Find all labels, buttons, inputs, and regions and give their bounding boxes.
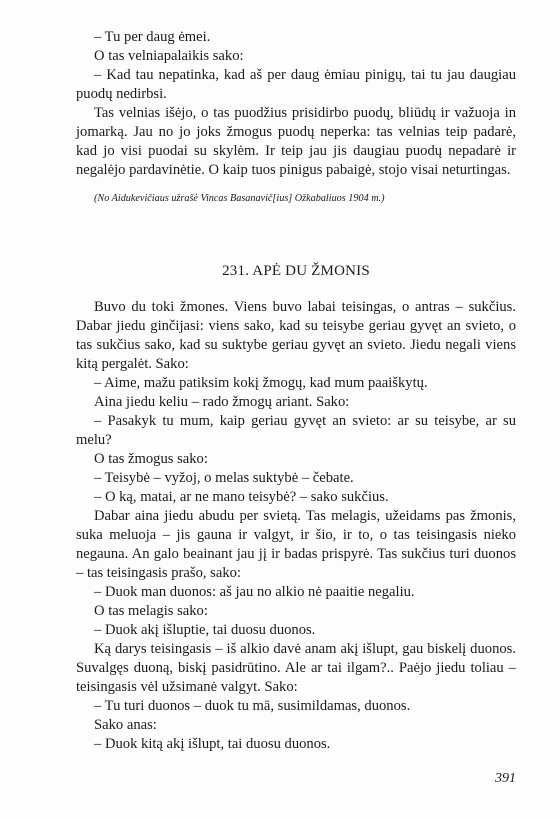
- paragraph: – Aime, mažu patiksim kokį žmogų, kad mum paaiškytų.: [94, 375, 428, 391]
- paragraph: O tas melagis sako:: [94, 603, 208, 619]
- paragraph: – Tu turi duonos – duok tu mā, susimildamas, duonos.: [94, 698, 411, 714]
- paragraph: Ką darys teisingasis – iš alkio davė anam akį išlupt, gau biskelį duonos. Suvalgęs duoną, biskį pasidrūtino. Ale ar tai ilgam?.. Paėjo jiedu toliau – teisingasis vėl užsimanė valgyt. Sako:: [76, 641, 516, 695]
- paragraph: Dabar aina jiedu abudu per svietą. Tas melagis, užeidams pas žmonis, suka meluoja – jis gauna ir valgyt, ir šio, ir to, o tas teisingasis nieko negauna. An galo beainant jau jį ir badas prispyrė. Tas sukčius turi duonos – tas teisingasis prašo, sako:: [76, 508, 516, 581]
- paragraph: – Kad tau nepatinka, kad aš per daug ėmiau pinigų, tai tu jau daugiau puodų nedirbsi.: [76, 67, 516, 102]
- previous-story-ending: [76, 28, 516, 206]
- paragraph: O tas žmogus sako:: [94, 451, 208, 467]
- paragraph: – Duok akį išluptie, tai duosu duonos.: [94, 622, 316, 638]
- paragraph: – Pasakyk tu mum, kaip geriau gyvęt an svieto: ar su teisybe, ar su melu?: [76, 413, 516, 448]
- paragraph: – Teisybė – vyžoj, o melas suktybė – čebate.: [94, 470, 354, 486]
- page-number: 391: [495, 771, 516, 786]
- story-title: 231. APĖ DU ŽMONIS: [222, 263, 370, 279]
- story-body: [76, 298, 516, 754]
- paragraph: Sako anas:: [94, 717, 157, 733]
- paragraph: – Duok man duonos: aš jau no alkio nė paaitie negaliu.: [94, 584, 415, 600]
- paragraph: – Tu per daug ėmei.: [94, 29, 211, 45]
- paragraph: O tas velniapalaikis sako:: [94, 48, 244, 64]
- paragraph: Tas velnias išėjo, o tas puodžius prisidirbo puodų, bliūdų ir važuoja in jomarką. Jau no jo joks žmogus puodų neperka: tas velnias teip padarė, kad jo visi puodai su skylėm. Ir teip jau jis daugiau puodų nepadarė ir negalėjo pardavinėtie. O kaip tuos pinigus pabaigė, stojo visai neturtingas.: [76, 105, 516, 178]
- paragraph: Aina jiedu keliu – rado žmogų ariant. Sako:: [94, 394, 350, 410]
- paragraph: – O ką, matai, ar ne mano teisybė? – sako sukčius.: [94, 489, 389, 505]
- source-note: (No Aidukevičiaus užrašė Vincas Basanavič[ius] Ožkabaliuos 1904 m.): [94, 193, 385, 204]
- paragraph: Buvo du toki žmones. Viens buvo labai teisingas, o antras – sukčius. Dabar jiedu ginčijasi: viens sako, kad su teisybe geriau gyvęt an svieto, o tas sukčius sako, kad su suktybe geriau gyvęt an svieto. Jiedu negali viens kitą pergalėt. Sako:: [76, 299, 516, 372]
- paragraph: – Duok kitą akį išlupt, tai duosu duonos.: [94, 736, 331, 752]
